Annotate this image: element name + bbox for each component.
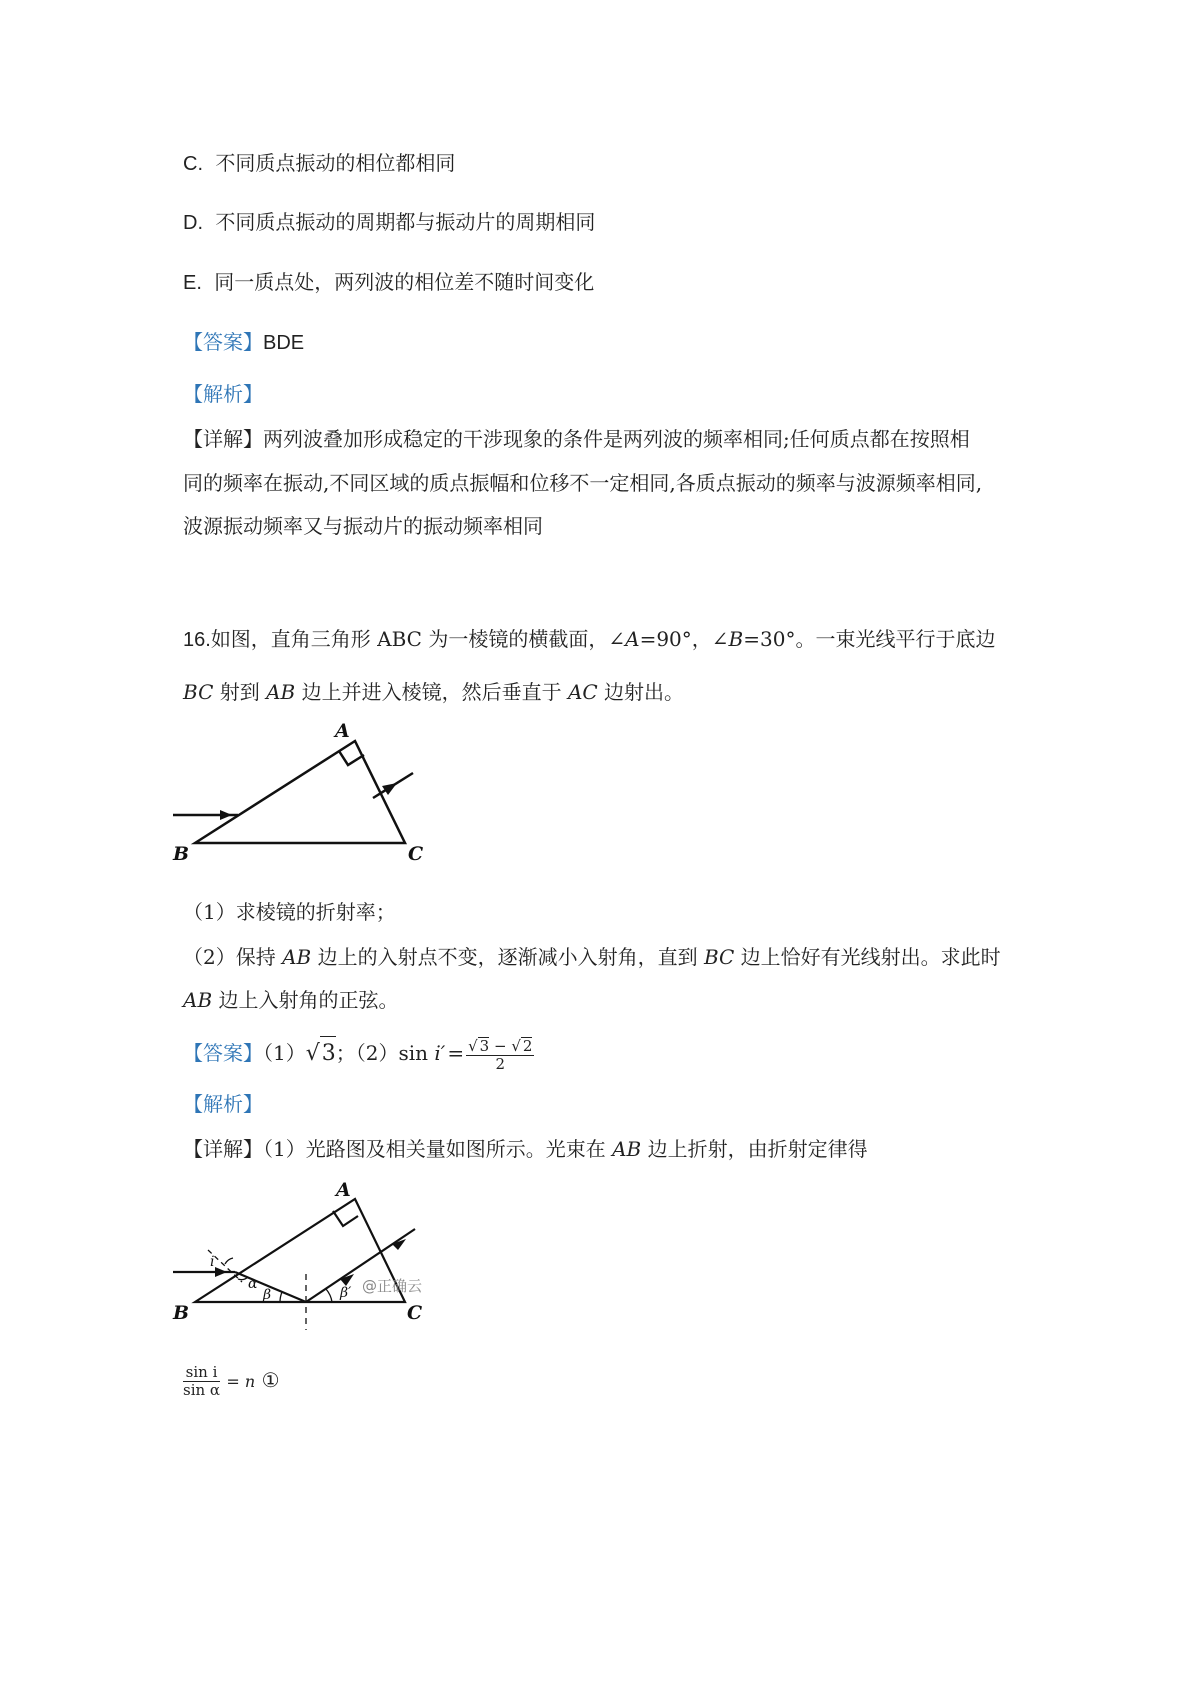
q16-line1-text: 如图，直角三角形 ABC 为一棱镜的横截面， xyxy=(210,627,609,651)
option-c-letter: C. xyxy=(183,153,203,175)
fig2-label-c: C xyxy=(407,1302,423,1324)
q16-answer-tag: 【答案】 xyxy=(183,1041,263,1065)
option-d xyxy=(183,208,595,237)
sqrt-3-radicand: 3 xyxy=(320,1036,336,1071)
option-e-text: 同一质点处，两列波的相位差不随时间变化 xyxy=(214,270,595,294)
option-e-letter: E. xyxy=(183,272,202,294)
q16-answer xyxy=(183,1036,534,1073)
q16-angle-b-value: =30°。一束光线平行于底边 xyxy=(743,627,996,651)
equation-1-rhs: = n xyxy=(226,1372,256,1391)
q15-detail-text-1: 两列波叠加形成稳定的干涉现象的条件是两列波的频率相同;任何质点都在按照相 xyxy=(263,427,970,451)
option-c-text: 不同质点振动的相位都相同 xyxy=(215,151,456,175)
q15-answer-tag: 【答案】 xyxy=(183,330,263,354)
q16-var: AB xyxy=(183,988,213,1012)
angle-beta-prime-arc xyxy=(326,1289,332,1302)
sin-label: sin xyxy=(398,1041,429,1065)
label-beta-prime: β′ xyxy=(340,1285,352,1301)
q16-text: （1）光路图及相关量如图所示。光束在 xyxy=(263,1137,613,1161)
minus-sign: − xyxy=(489,1036,512,1055)
fig1-label-a: A xyxy=(335,722,350,742)
q16-number: 16. xyxy=(183,629,211,651)
q16-text: 射到 xyxy=(213,680,267,704)
q16-text: 边上恰好有光线射出。求此时 xyxy=(734,945,1001,969)
q16-text: （2）保持 xyxy=(183,945,283,969)
q16-line-1 xyxy=(183,625,995,654)
fig2-label-b: B xyxy=(173,1302,190,1324)
q16-var: AC xyxy=(567,680,598,704)
q16-sub-question-1: （1）求棱镜的折射率； xyxy=(183,900,396,924)
q16-text: 边射出。 xyxy=(597,680,685,704)
q16-angle-b-symbol: ∠ xyxy=(711,627,729,651)
equation-1-denominator: sin α xyxy=(183,1381,221,1399)
label-beta: β xyxy=(263,1287,272,1303)
equation-1 xyxy=(183,1358,280,1404)
exit-arrow-head xyxy=(382,783,397,795)
angle-alpha-arc xyxy=(238,1277,248,1280)
fig1-label-b: B xyxy=(173,843,190,865)
equation-1-numerator: sin i xyxy=(183,1364,220,1382)
light-path-figure-2 xyxy=(170,1178,460,1338)
q16-var: AB xyxy=(266,680,296,704)
q16-angle-b-var: B xyxy=(728,627,744,651)
fig1-label-c: C xyxy=(408,843,424,865)
q16-angle-a-value: =90°， xyxy=(639,627,712,651)
fig2-label-a: A xyxy=(336,1179,351,1201)
answer-fraction-denominator: 2 xyxy=(495,1054,506,1073)
label-i: i xyxy=(210,1254,215,1270)
option-e xyxy=(183,268,594,297)
incident-arrow-head xyxy=(215,1267,227,1277)
q16-var: BC xyxy=(703,945,735,969)
q15-detail-line-2: 同的频率在振动,不同区域的质点振幅和位移不一定相同,各质点振动的频率与波源频率相同, xyxy=(183,471,983,495)
q16-var: AB xyxy=(612,1137,642,1161)
q16-line-2 xyxy=(183,678,684,706)
right-angle-mark xyxy=(333,1211,358,1226)
option-d-text: 不同质点振动的周期都与振动片的周期相同 xyxy=(215,210,596,234)
incident-arrow-head xyxy=(220,810,232,820)
q16-angle-a-symbol: ∠ xyxy=(608,627,626,651)
answer-fraction-numerator: √ 3 − √ 2 xyxy=(468,1036,533,1055)
prism-figure-1 xyxy=(170,722,460,872)
q15-detail-line-3: 波源振动频率又与振动片的振动频率相同 xyxy=(183,514,543,538)
q16-angle-a-var: A xyxy=(625,627,640,651)
prism-triangle xyxy=(195,741,405,843)
q16-text: 边上折射，由折射定律得 xyxy=(641,1137,868,1161)
q16-var: BC xyxy=(183,680,214,704)
q15-detail-line-1 xyxy=(183,425,970,453)
q15-answer-value: BDE xyxy=(263,332,305,354)
label-alpha: α xyxy=(248,1276,258,1292)
q15-detail-tag: 【详解】 xyxy=(183,427,263,451)
angle-i-arc xyxy=(225,1258,233,1264)
radicand-3: 3 xyxy=(479,1036,490,1055)
q16-sub-question-2-line-2 xyxy=(183,986,399,1014)
watermark: @正确云 xyxy=(362,1277,423,1295)
q16-text: 边上的入射点不变，逐渐减小入射角，直到 xyxy=(311,945,704,969)
q16-text: 边上入射角的正弦。 xyxy=(212,988,399,1012)
q16-var: AB xyxy=(282,945,312,969)
angle-beta-arc xyxy=(280,1292,282,1302)
q16-analysis-tag: 【解析】 xyxy=(183,1092,263,1116)
equation-1-mark: ① xyxy=(261,1368,280,1392)
sqrt-expression: √3 xyxy=(306,1041,336,1066)
q16-answer-separator: ；（2） xyxy=(335,1041,399,1065)
radicand-2: 2 xyxy=(522,1036,533,1055)
q16-sub-question-2-line-1 xyxy=(183,943,1001,971)
q16-text: 边上并进入棱镜，然后垂直于 xyxy=(295,680,568,704)
option-d-letter: D. xyxy=(183,212,203,234)
answer-fraction xyxy=(466,1037,534,1073)
q16-detail-tag: 【详解】 xyxy=(183,1137,263,1161)
equation-1-fraction xyxy=(183,1364,220,1399)
q15-analysis-tag: 【解析】 xyxy=(183,382,263,406)
equals-sign: = xyxy=(447,1041,465,1065)
q15-answer xyxy=(183,328,304,357)
q16-answer-part-1: （1） xyxy=(263,1041,306,1065)
q16-detail xyxy=(183,1135,868,1163)
i-prime: i′ xyxy=(434,1041,446,1065)
option-c xyxy=(183,149,455,178)
